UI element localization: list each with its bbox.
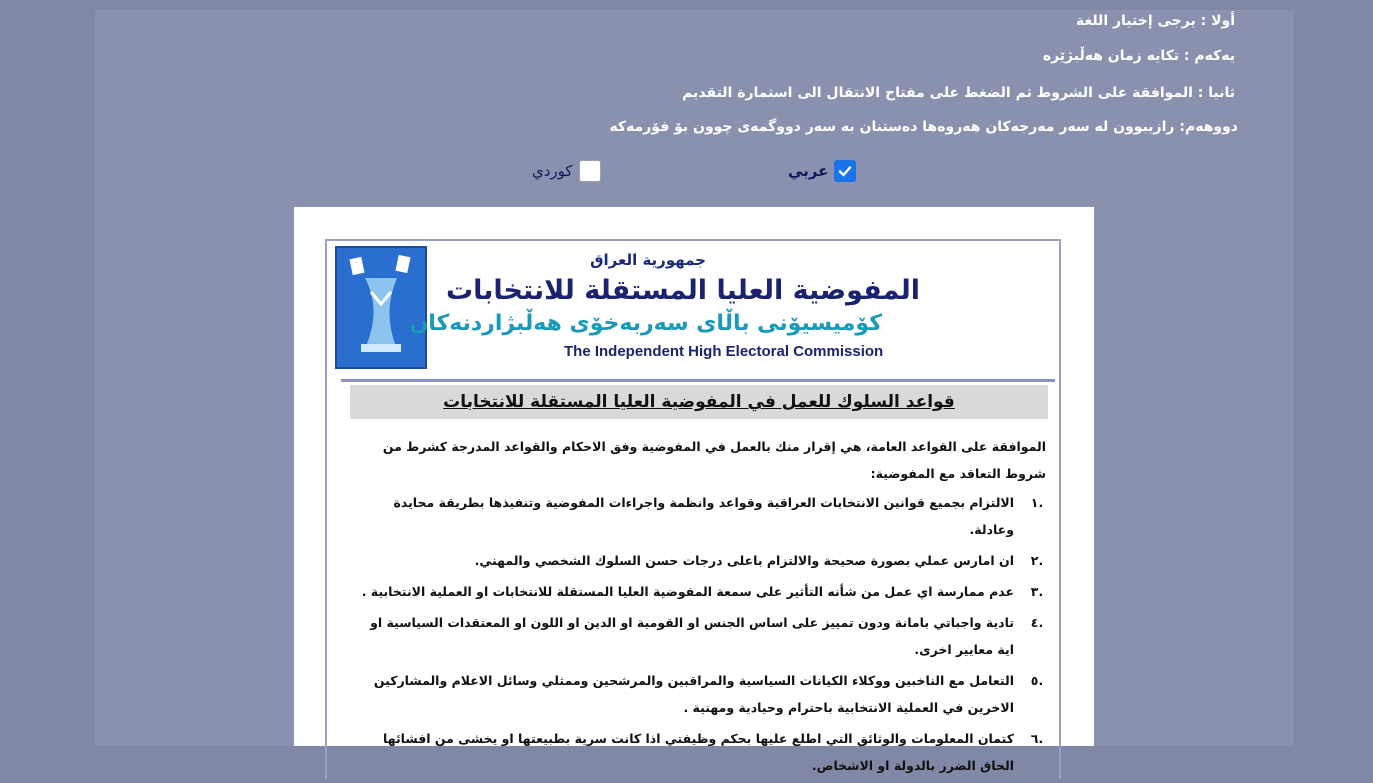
- list-item: [350, 578, 1046, 605]
- rules-list: [350, 489, 1046, 779]
- rule-text: الالتزام بجميع قوانين الانتخابات العراقية وقواعد وانظمة واجراءات المفوضية وتنفيذها بطريقة محايدة وعادلة.: [393, 495, 1014, 537]
- commission-logo: [335, 246, 427, 369]
- document-intro: الموافقة على القواعد العامة، هي إقرار منك بالعمل في المفوضية وفق الاحكام والقواعد المدرجة كشرط من شروط التعاقد مع المفوضية:: [382, 439, 1046, 481]
- document-title-bar: [350, 385, 1048, 419]
- rule-number: .٥: [1030, 673, 1044, 688]
- list-item: [350, 489, 1046, 543]
- list-item: [350, 609, 1046, 663]
- header-commission-kurdish: كۆمیسیۆنی باڵای سەربەخۆی هەڵبژاردنەكان: [409, 311, 882, 336]
- kurdish-label[interactable]: كوردي: [532, 162, 573, 180]
- terms-document: [294, 207, 1094, 773]
- language-option-kurdish[interactable]: [532, 160, 601, 182]
- document-title: قواعد السلوك للعمل في المفوضية العليا المستقلة للانتخابات: [443, 392, 955, 412]
- rule-text: كتمان المعلومات والوثائق التي اطلع عليها بحكم وظيفتي اذا كانت سرية بطبيعتها او يخشى من افشائها الحاق الضرر بالدولة او الاشخاص.: [383, 731, 1014, 773]
- rule-number: .٢: [1030, 553, 1044, 568]
- checkmark-icon: [837, 163, 853, 179]
- language-selector: [0, 160, 1373, 186]
- instruction-line-2: يەكەم : تكایە زمان هەڵبژێرە: [1042, 48, 1235, 64]
- list-item: [350, 547, 1046, 574]
- instruction-line-3: ثانيا : الموافقة على الشروط ثم الضغط على مفتاح الانتقال الى استمارة التقديم: [682, 85, 1235, 101]
- language-option-arabic[interactable]: [788, 160, 856, 182]
- instruction-line-1: أولا : يرجى إختيار اللغة: [1075, 13, 1235, 29]
- arabic-label[interactable]: عربي: [788, 162, 829, 180]
- header-commission-english: The Independent High Electoral Commission: [564, 343, 884, 360]
- header-divider: [341, 379, 1055, 382]
- arabic-checkbox[interactable]: [834, 160, 856, 182]
- rule-text: تادية واجباتي بامانة ودون تمييز على اساس الجنس او القومية او الدين او اللون او المعتقدات السياسية او اية معايير اخرى.: [370, 615, 1014, 657]
- rule-text: عدم ممارسة اي عمل من شأنه التأثير على سمعة المفوضية العليا المستقلة للانتخابات او العملية الانتخابية .: [361, 584, 1014, 599]
- rule-number: .٦: [1030, 731, 1044, 746]
- rule-text: التعامل مع الناخبين ووكلاء الكيانات السياسية والمراقبين والمرشحين وممثلي وسائل الاعلام والمشاركين الاخرين في العملية الانتخابية باحترام وحيادية ومهنية .: [373, 673, 1014, 715]
- ballot-logo-icon: [337, 248, 425, 367]
- rule-number: .٣: [1030, 584, 1044, 599]
- header-commission-arabic: المفوضية العليا المستقلة للانتخابات: [446, 275, 920, 306]
- rule-number: .٤: [1030, 615, 1044, 630]
- document-body: [350, 433, 1046, 783]
- kurdish-checkbox[interactable]: [579, 160, 601, 182]
- rule-number: .١: [1030, 495, 1044, 510]
- header-country: جمهورية العراق: [590, 251, 706, 269]
- rule-text: ان امارس عملي بصورة صحيحة والالتزام باعلى درجات حسن السلوك الشخصي والمهني.: [474, 553, 1014, 568]
- instruction-line-4: دووهەم: رازیبوون لە سەر مەرجەكان هەروەها دەستنان بە سەر دووگمەی چوون بۆ فۆرمەكە: [609, 119, 1238, 135]
- list-item: [350, 667, 1046, 721]
- list-item: [350, 725, 1046, 779]
